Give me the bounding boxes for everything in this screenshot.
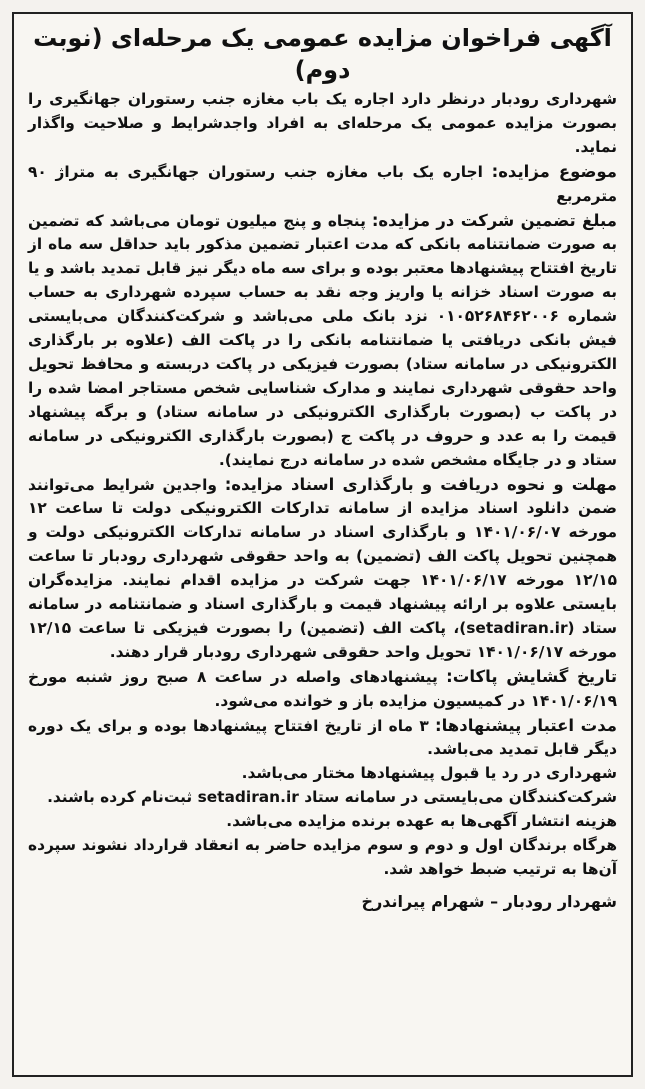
section-guarantee bbox=[28, 209, 617, 473]
section-deadline bbox=[28, 473, 617, 665]
section-deadline-text: واجدین شرایط می‌توانند ضمن دانلود اسناد مزایده از سامانه تدارکات الکترونیکی دولت تا ساعت ۱۲ مورخه ۱۴۰۱/۰۶/۰۷ و بارگذاری اسناد در سامانه تدارکات الکترونیکی دولت و همچنین تحویل پاکت الف (تضمین) به واحد حقوقی شهرداری رودبار تا ساعت ۱۲/۱۵ مورخه ۱۴۰۱/۰۶/۱۷ جهت شرکت در مزایده اقدام نمایند. مزایده‌گران بایستی علاوه بر ارائه پیشنهاد قیمت و بارگذاری اسناد و ضمانتنامه در سامانه ستاد (setadiran.ir)، پاکت الف (تضمین) را بصورت فیزیکی تا ساعت ۱۲/۱۵ مورخه ۱۴۰۱/۰۶/۱۷ تحویل واحد حقوقی شهرداری رودبار قرار دهند. bbox=[28, 475, 617, 661]
section-validity bbox=[28, 714, 617, 763]
signature: شهردار رودبار – شهرام پیراندرخ bbox=[361, 891, 617, 911]
section-opening-date-label: تاریخ گشایش پاکات: bbox=[446, 666, 618, 686]
note-registration: شرکت‌کنندگان می‌بایستی در سامانه ستاد setadiran.ir ثبت‌نام کرده باشند. bbox=[47, 788, 617, 807]
section-opening-date-text: پیشنهادهای واصله در ساعت ۸ صبح روز شنبه مورخ ۱۴۰۱/۰۶/۱۹ در کمیسیون مزایده باز و خوانده می‌شود. bbox=[28, 667, 617, 710]
note-deposit-forfeit: هرگاه برندگان اول و دوم و سوم مزایده حاضر به انعقاد قرارداد نشوند سپرده آن‌ها به ترتیب ضبط خواهد شد. bbox=[28, 836, 617, 878]
section-opening-date bbox=[28, 665, 617, 714]
section-subject bbox=[28, 160, 617, 209]
section-validity-label: مدت اعتبار پیشنهادها: bbox=[435, 715, 618, 735]
notice-frame bbox=[12, 12, 633, 1077]
section-subject-text: اجاره یک باب مغازه جنب رستوران جهانگیری به متراژ ۹۰ مترمربع bbox=[28, 162, 617, 205]
intro-paragraph: شهرداری رودبار درنظر دارد اجاره یک باب مغازه جنب رستوران جهانگیری را بصورت مزایده عمومی یک مرحله‌ای به افراد واجدشرایط و صلاحیت واگذار نماید. bbox=[28, 90, 617, 156]
notice-body bbox=[28, 88, 617, 882]
section-subject-label: موضوع مزایده: bbox=[491, 161, 617, 181]
note-rejection-right: شهرداری در رد یا قبول پیشنهادها مختار می‌باشد. bbox=[241, 764, 617, 783]
section-guarantee-text: پنجاه و پنج میلیون تومان می‌باشد که تضمین به صورت ضمانتنامه بانکی که مدت اعتبار تضمین مذکور باید حداقل سه ماه از تاریخ افتتاح پیشنهادها معتبر بوده و برای سه ماه دیگر نیز قابل تمدید باشد و یا به صورت اسناد خزانه یا واریز وجه نقد به حساب سپرده شهرداری به حساب شماره ۰۱۰۵۲۶۸۴۶۲۰۰۶ نزد بانک ملی می‌باشد و شرکت‌کنندگان می‌بایستی فیش بانکی دریافتی یا ضمانتنامه بانکی را در پاکت الف (علاوه بر بارگذاری الکترونیکی در سامانه ستاد) بصورت فیزیکی در پاکت دربسته و محافظ تحویل واحد حقوقی شهرداری نمایند و مدارک شناسایی شخص مستاجر امضا شده را در پاکت ب (بصورت بارگذاری الکترونیکی در سامانه ستاد) و برگه پیشنهاد قیمت را به عدد و حروف در پاکت ج (بصورت بارگذاری الکترونیکی در سامانه ستاد و در جایگاه مشخص شده در سامانه درج نمایند). bbox=[28, 211, 617, 469]
section-guarantee-label: مبلغ تضمین شرکت در مزایده: bbox=[371, 210, 617, 230]
note-ad-cost: هزینه انتشار آگهی‌ها به عهده برنده مزایده می‌باشد. bbox=[226, 812, 617, 831]
section-deadline-label: مهلت و نحوه دریافت و بارگذاری اسناد مزایده: bbox=[224, 474, 618, 494]
notice-title: آگهی فراخوان مزایده عمومی یک مرحله‌ای (نوبت دوم) bbox=[33, 24, 612, 84]
section-validity-text: ۳ ماه از تاریخ افتتاح پیشنهادها بوده و برای یک دوره دیگر قابل تمدید می‌باشد. bbox=[28, 716, 617, 759]
